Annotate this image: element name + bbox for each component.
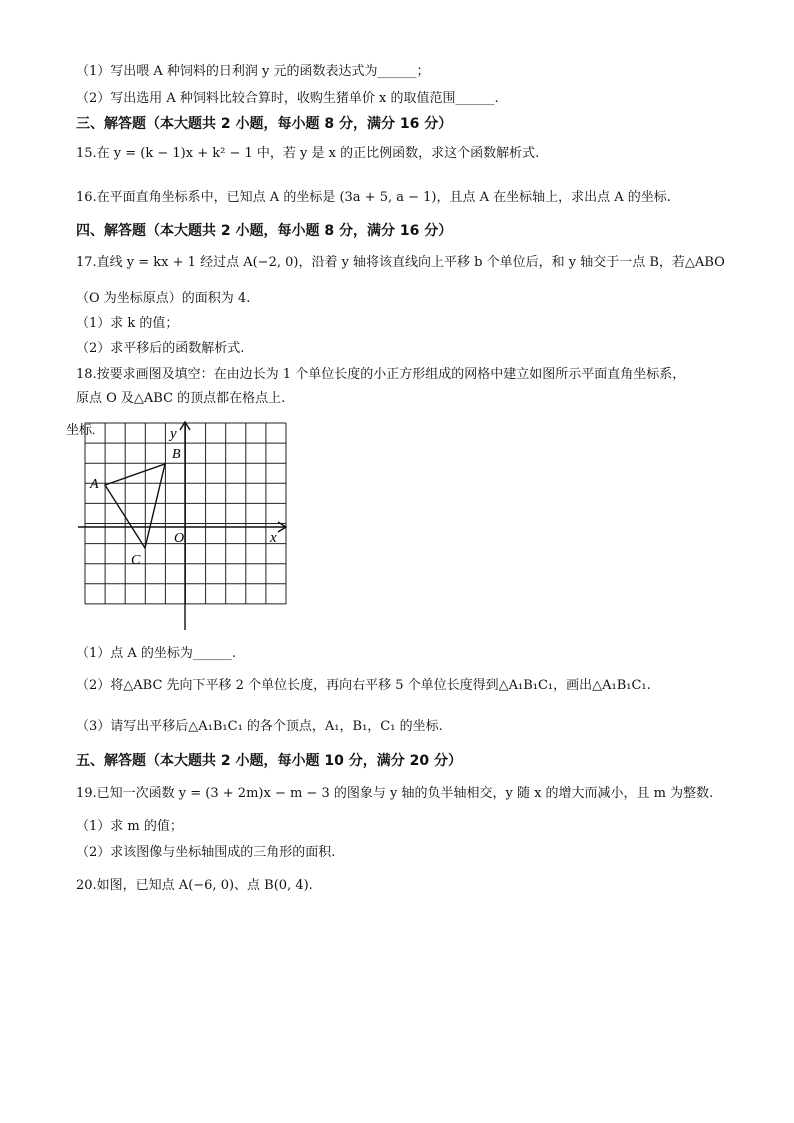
cropped-text-fragment: 坐标. [66, 422, 96, 437]
q18-part2: （2）将△ABC 先向下平移 2 个单位长度，再向右平移 5 个单位长度得到△A₁B₁C₁，画出△A₁B₁C₁. [76, 678, 651, 693]
q15-text: 15.在 y = (k − 1)x + k² − 1 中，若 y 是 x 的正比例函数，求这个函数解析式. [76, 146, 540, 161]
vertex-c-label: C [131, 553, 141, 568]
q18-part3: （3）请写出平移后△A₁B₁C₁ 的各个顶点，A₁，B₁，C₁ 的坐标. [76, 719, 443, 734]
q17-line2: （O 为坐标原点）的面积为 4. [76, 291, 251, 306]
x-axis-label: x [270, 530, 277, 546]
origin-label: O [174, 531, 185, 546]
q16-text: 16.在平面直角坐标系中，已知点 A 的坐标是 (3a + 5, a − 1)，且点 A 在坐标轴上，求出点 A 的坐标. [76, 190, 671, 205]
section-5-heading: 五、解答题（本大题共 2 小题，每小题 10 分，满分 20 分） [76, 753, 462, 769]
q18-line1: 18.按要求画图及填空：在由边长为 1 个单位长度的小正方形组成的网格中建立如图所示平面直角坐标系， [76, 367, 686, 382]
q14-part2: （2）写出选用 A 种饲料比较合算时，收购生猪单价 x 的取值范围______. [76, 91, 499, 106]
q14-part1: （1）写出喂 A 种饲料的日利润 y 元的函数表达式为______； [76, 64, 430, 79]
q18-grid-figure [64, 418, 304, 642]
q19-part2: （2）求该图像与坐标轴围成的三角形的面积. [76, 845, 336, 860]
q17-part2: （2）求平移后的函数解析式. [76, 341, 245, 356]
q18-part1: （1）点 A 的坐标为______. [76, 646, 237, 661]
section-4-heading: 四、解答题（本大题共 2 小题，每小题 8 分，满分 16 分） [76, 223, 453, 239]
coordinate-grid-svg [64, 418, 304, 638]
y-axis-label: y [170, 426, 177, 442]
q17-line1: 17.直线 y = kx + 1 经过点 A(−2, 0)，沿着 y 轴将该直线向上平移 b 个单位后，和 y 轴交于一点 B，若△ABO [76, 255, 725, 270]
section-3-heading: 三、解答题（本大题共 2 小题，每小题 8 分，满分 16 分） [76, 116, 453, 132]
q17-part1: （1）求 k 的值； [76, 316, 179, 331]
q19-text: 19.已知一次函数 y = (3 + 2m)x − m − 3 的图象与 y 轴的负半轴相交，y 随 x 的增大而减小，且 m 为整数. [76, 786, 714, 801]
triangle-abc [105, 464, 165, 548]
q20-text: 20.如图，已知点 A(−6, 0)、点 B(0, 4). [76, 878, 313, 893]
q19-part1: （1）求 m 的值； [76, 819, 183, 834]
vertex-b-label: B [172, 447, 181, 462]
q18-line2: 原点 O 及△ABC 的顶点都在格点上. [76, 391, 286, 406]
vertex-a-label: A [90, 477, 99, 492]
